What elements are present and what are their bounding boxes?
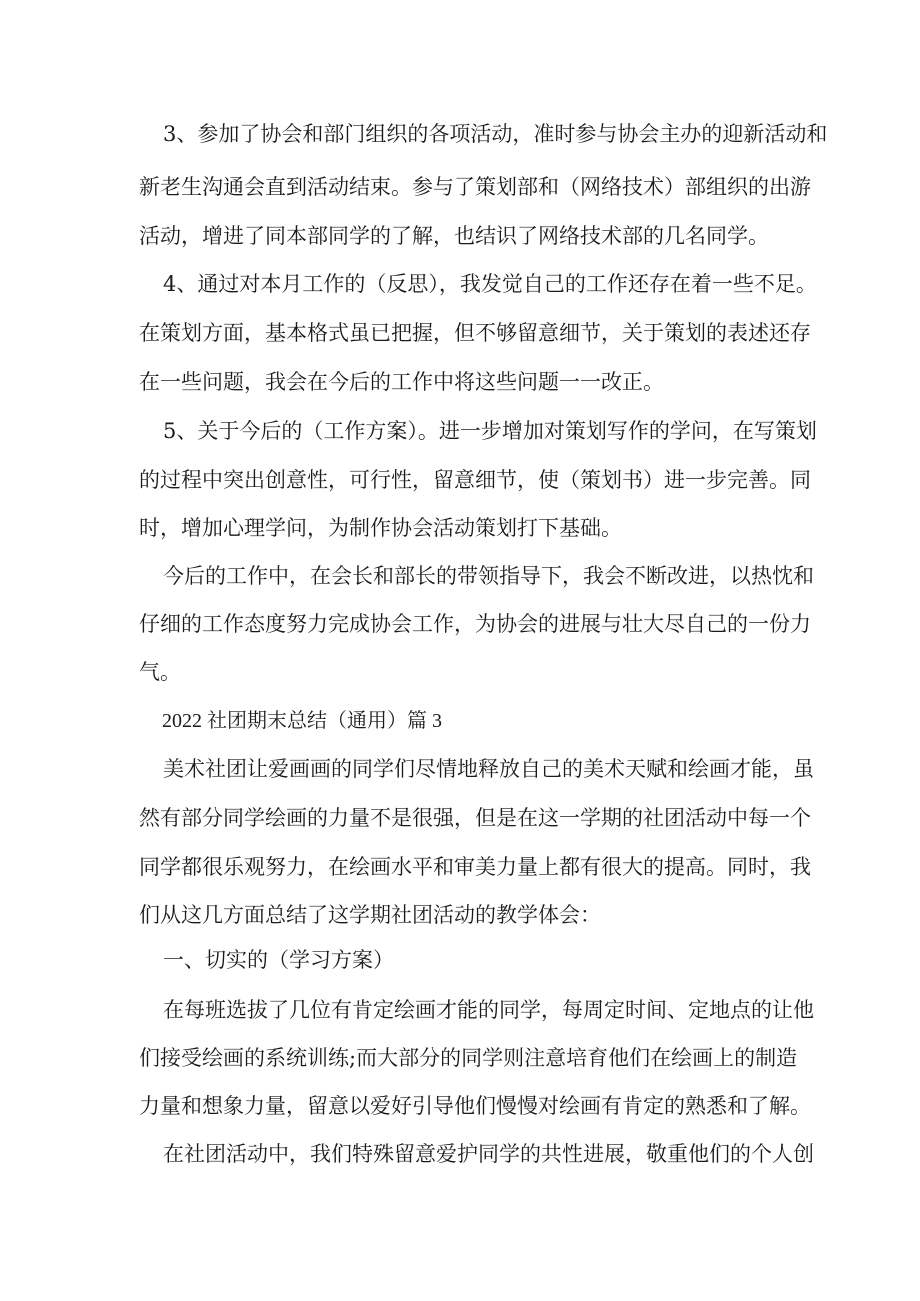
paragraph-line: 美术社团让爱画画的同学们尽情地释放自己的美术天赋和绘画才能，虽 <box>163 757 814 781</box>
paragraph-line: 4、通过对本月工作的（反思），我发觉自己的工作还存在着一些不足。 <box>163 272 817 296</box>
paragraph-line: 在一些问题，我会在今后的工作中将这些问题一一改正。 <box>139 370 664 394</box>
paragraph-line: 们从这几方面总结了这学期社团活动的教学体会： <box>139 903 601 927</box>
paragraph-line: 活动，增进了同本部同学的了解，也结识了网络技术部的几名同学。 <box>139 224 769 248</box>
paragraph-line: 在策划方面，基本格式虽已把握，但不够留意细节，关于策划的表述还存 <box>139 321 811 345</box>
paragraph-line: 的过程中突出创意性，可行性，留意细节，使（策划书）进一步完善。同 <box>139 468 811 492</box>
paragraph-line: 力量和想象力量，留意以爱好引导他们慢慢对绘画有肯定的熟悉和了解。 <box>139 1094 811 1118</box>
paragraph-line: 们接受绘画的系统训练;而大部分的同学则注意培育他们在绘画上的制造 <box>139 1046 798 1070</box>
section-heading-text: 2022 社团期末总结（通用）篇 3 <box>162 710 442 732</box>
paragraph-line: 仔细的工作态度努力完成协会工作，为协会的进展与壮大尽自己的一份力 <box>139 612 811 636</box>
paragraph-line: 在每班选拔了几位有肯定绘画才能的同学，每周定时间、定地点的让他 <box>163 998 814 1022</box>
paragraph-line: 在社团活动中，我们特殊留意爱护同学的共性进展，敬重他们的个人创 <box>163 1142 814 1166</box>
paragraph-line: 然有部分同学绘画的力量不是很强，但是在这一学期的社团活动中每一个 <box>139 806 811 830</box>
paragraph-line: 气。 <box>139 660 181 684</box>
paragraph-line: 3、参加了协会和部门组织的各项活动，准时参与协会主办的迎新活动和 <box>163 122 828 146</box>
paragraph-line: 时，增加心理学问，为制作协会活动策划打下基础。 <box>139 516 622 540</box>
paragraph-line: 新老生沟通会直到活动结束。参与了策划部和（网络技术）部组织的出游 <box>139 175 811 199</box>
subsection-heading-text: 一、切实的（学习方案） <box>163 948 394 972</box>
paragraph-line: 同学都很乐观努力，在绘画水平和审美力量上都有很大的提高。同时，我 <box>139 855 811 879</box>
paragraph-line: 今后的工作中，在会长和部长的带领指导下，我会不断改进，以热忱和 <box>163 564 814 588</box>
paragraph-line: 5、关于今后的（工作方案）。进一步增加对策划写作的学问，在写策划 <box>163 419 817 443</box>
